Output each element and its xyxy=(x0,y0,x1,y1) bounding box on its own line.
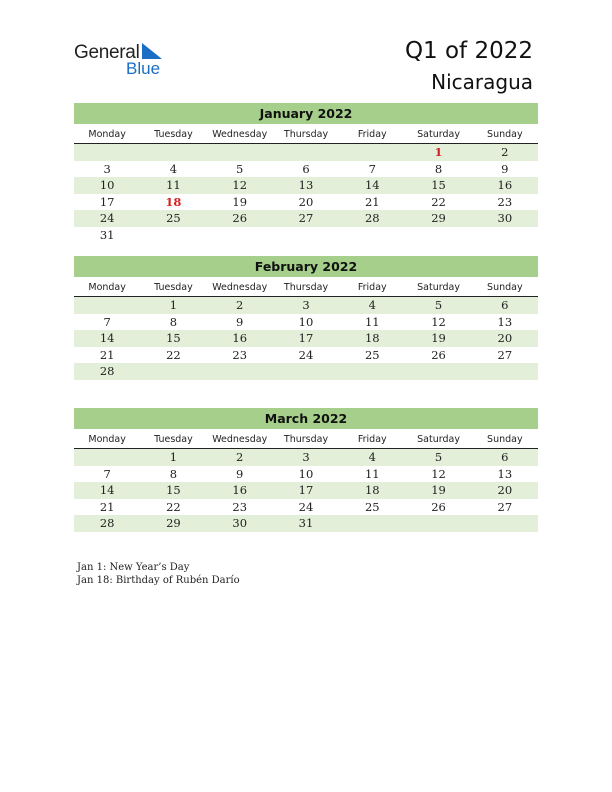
month-march xyxy=(74,408,538,532)
week-row xyxy=(74,314,538,331)
country-name: Nicaragua xyxy=(431,70,533,94)
day-cell: 27 xyxy=(497,347,513,362)
day-cell: 25 xyxy=(364,499,380,514)
day-cell: 2 xyxy=(501,145,509,159)
weekday-label: Thursday xyxy=(283,129,329,140)
month-title: March 2022 xyxy=(74,408,538,429)
day-cell: 5 xyxy=(434,450,443,464)
day-cell: 11 xyxy=(166,178,181,193)
day-cell: 24 xyxy=(298,347,314,362)
day-cell: 21 xyxy=(99,499,115,514)
day-cell: 9 xyxy=(236,314,244,329)
day-cell xyxy=(339,515,405,532)
week-row xyxy=(74,499,538,516)
day-cell: 10 xyxy=(99,178,115,193)
weekday-label: Tuesday xyxy=(154,434,193,445)
day-cell: 11 xyxy=(364,314,380,329)
day-cell: 19 xyxy=(431,331,446,346)
day-cell xyxy=(405,227,471,244)
day-cell xyxy=(472,515,538,532)
day-cell xyxy=(472,227,538,244)
week-row xyxy=(74,297,538,314)
day-cell: 15 xyxy=(431,178,446,193)
weekday-label: Thursday xyxy=(283,434,329,445)
weekday-label: Saturday xyxy=(417,434,460,445)
month-title: January 2022 xyxy=(74,103,538,124)
month-february xyxy=(74,256,538,380)
day-cell: 6 xyxy=(501,450,509,464)
day-cell: 2 xyxy=(236,298,244,312)
day-cell: 1 xyxy=(169,298,178,312)
day-cell: 6 xyxy=(501,298,509,312)
weekday-label: Tuesday xyxy=(154,129,193,140)
week-row xyxy=(74,449,538,466)
week-row xyxy=(74,161,538,178)
day-cell: 3 xyxy=(302,298,310,312)
weekday-label: Tuesday xyxy=(154,282,193,293)
month-title: February 2022 xyxy=(74,256,538,277)
day-cell: 16 xyxy=(497,178,513,193)
day-cell: 24 xyxy=(99,211,115,226)
day-cell: 18 xyxy=(364,483,380,498)
week-row xyxy=(74,515,538,532)
weekday-label: Saturday xyxy=(417,129,460,140)
day-cell: 11 xyxy=(364,466,380,481)
day-cell: 8 xyxy=(169,314,178,329)
day-cell: 26 xyxy=(431,499,446,514)
day-cell xyxy=(74,449,140,466)
day-cell: 31 xyxy=(298,516,314,531)
holiday-note: Jan 1: New Year’s Day xyxy=(77,562,190,573)
day-cell xyxy=(74,144,140,161)
day-cell: 29 xyxy=(431,211,446,226)
day-cell: 5 xyxy=(434,298,443,312)
day-cell xyxy=(273,227,339,244)
logo-word-general: General xyxy=(74,42,140,63)
logo-word-blue: Blue xyxy=(126,59,161,78)
weekday-label: Sunday xyxy=(487,434,523,445)
day-cell: 17 xyxy=(298,331,314,346)
weekday-header-row xyxy=(74,126,538,144)
day-cell: 7 xyxy=(368,161,376,176)
day-cell: 9 xyxy=(501,161,509,176)
day-cell: 18 xyxy=(165,194,182,209)
day-cell: 18 xyxy=(364,331,380,346)
week-row xyxy=(74,347,538,364)
day-cell: 12 xyxy=(431,466,446,481)
day-cell: 29 xyxy=(166,516,181,531)
weekday-label: Sunday xyxy=(487,129,523,140)
weekday-label: Monday xyxy=(88,129,126,140)
day-cell: 5 xyxy=(236,161,244,176)
day-cell xyxy=(405,515,471,532)
day-cell: 10 xyxy=(298,466,314,481)
day-cell: 4 xyxy=(368,298,376,312)
day-cell: 1 xyxy=(169,450,178,464)
day-cell: 31 xyxy=(99,227,115,242)
week-row xyxy=(74,144,538,161)
day-cell: 20 xyxy=(497,331,513,346)
day-cell xyxy=(207,144,273,161)
day-cell xyxy=(273,144,339,161)
day-cell: 27 xyxy=(497,499,513,514)
day-cell: 2 xyxy=(236,450,244,464)
week-row xyxy=(74,210,538,227)
day-cell: 14 xyxy=(99,483,115,498)
day-cell: 12 xyxy=(431,314,446,329)
day-cell xyxy=(140,227,206,244)
weekday-label: Friday xyxy=(357,282,387,293)
day-cell: 21 xyxy=(364,194,380,209)
day-cell xyxy=(339,363,405,380)
weekday-label: Friday xyxy=(357,129,387,140)
day-cell: 21 xyxy=(99,347,115,362)
day-cell: 23 xyxy=(497,194,513,209)
day-cell: 26 xyxy=(232,211,248,226)
day-cell: 7 xyxy=(103,314,111,329)
day-cell: 13 xyxy=(497,466,513,481)
logo xyxy=(74,42,184,78)
day-cell: 30 xyxy=(232,516,248,531)
day-cell: 14 xyxy=(99,331,115,346)
day-cell: 20 xyxy=(298,194,314,209)
day-cell xyxy=(74,297,140,314)
day-cell: 15 xyxy=(166,331,181,346)
weekday-label: Saturday xyxy=(417,282,460,293)
day-cell xyxy=(273,363,339,380)
day-cell: 28 xyxy=(364,211,380,226)
day-cell: 3 xyxy=(302,450,310,464)
day-cell: 20 xyxy=(497,483,513,498)
day-cell: 30 xyxy=(497,211,513,226)
weekday-label: Monday xyxy=(88,282,126,293)
weekday-label: Thursday xyxy=(283,282,329,293)
day-cell: 7 xyxy=(103,466,111,481)
weekday-header-row xyxy=(74,279,538,297)
day-cell: 13 xyxy=(497,314,513,329)
weekday-label: Sunday xyxy=(487,282,523,293)
day-cell xyxy=(339,227,405,244)
day-cell: 19 xyxy=(431,483,446,498)
day-cell: 22 xyxy=(166,347,181,362)
day-cell: 15 xyxy=(166,483,181,498)
weekday-label: Wednesday xyxy=(212,282,268,293)
day-cell: 27 xyxy=(298,211,314,226)
week-row xyxy=(74,466,538,483)
day-cell: 8 xyxy=(434,161,443,176)
weekday-header-row xyxy=(74,431,538,449)
week-row xyxy=(74,363,538,380)
week-row xyxy=(74,330,538,347)
day-cell: 6 xyxy=(302,161,310,176)
day-cell xyxy=(472,363,538,380)
day-cell: 22 xyxy=(166,499,181,514)
day-cell: 26 xyxy=(431,347,446,362)
day-cell: 23 xyxy=(232,347,248,362)
week-row xyxy=(74,177,538,194)
day-cell: 16 xyxy=(232,483,248,498)
day-cell xyxy=(405,363,471,380)
holiday-notes xyxy=(77,561,240,587)
day-cell: 19 xyxy=(232,194,248,209)
day-cell: 12 xyxy=(232,178,248,193)
weekday-label: Wednesday xyxy=(212,129,268,140)
day-cell: 17 xyxy=(99,194,115,209)
week-row xyxy=(74,194,538,211)
logo-flag-icon xyxy=(142,43,162,59)
day-cell xyxy=(140,144,206,161)
day-cell: 4 xyxy=(169,161,178,176)
day-cell: 16 xyxy=(232,331,248,346)
day-cell: 28 xyxy=(99,516,115,531)
day-cell xyxy=(207,363,273,380)
day-cell: 3 xyxy=(103,161,111,176)
day-cell: 13 xyxy=(298,178,314,193)
day-cell: 10 xyxy=(298,314,314,329)
day-cell: 14 xyxy=(364,178,380,193)
day-cell: 25 xyxy=(166,211,181,226)
day-cell: 4 xyxy=(368,450,376,464)
day-cell: 8 xyxy=(169,466,178,481)
day-cell xyxy=(207,227,273,244)
weekday-label: Monday xyxy=(88,434,126,445)
day-cell: 24 xyxy=(298,499,314,514)
day-cell: 1 xyxy=(434,145,443,159)
day-cell: 28 xyxy=(99,364,115,379)
day-cell: 17 xyxy=(298,483,314,498)
weekday-label: Friday xyxy=(357,434,387,445)
day-cell xyxy=(140,363,206,380)
day-cell: 23 xyxy=(232,499,248,514)
day-cell: 22 xyxy=(431,194,446,209)
page-title: Q1 of 2022 xyxy=(404,38,533,64)
week-row xyxy=(74,482,538,499)
holiday-note: Jan 18: Birthday of Rubén Darío xyxy=(77,575,240,586)
day-cell: 25 xyxy=(364,347,380,362)
day-cell: 9 xyxy=(236,466,244,481)
day-cell xyxy=(339,144,405,161)
month-january xyxy=(74,103,538,244)
weekday-label: Wednesday xyxy=(212,434,268,445)
week-row xyxy=(74,227,538,244)
